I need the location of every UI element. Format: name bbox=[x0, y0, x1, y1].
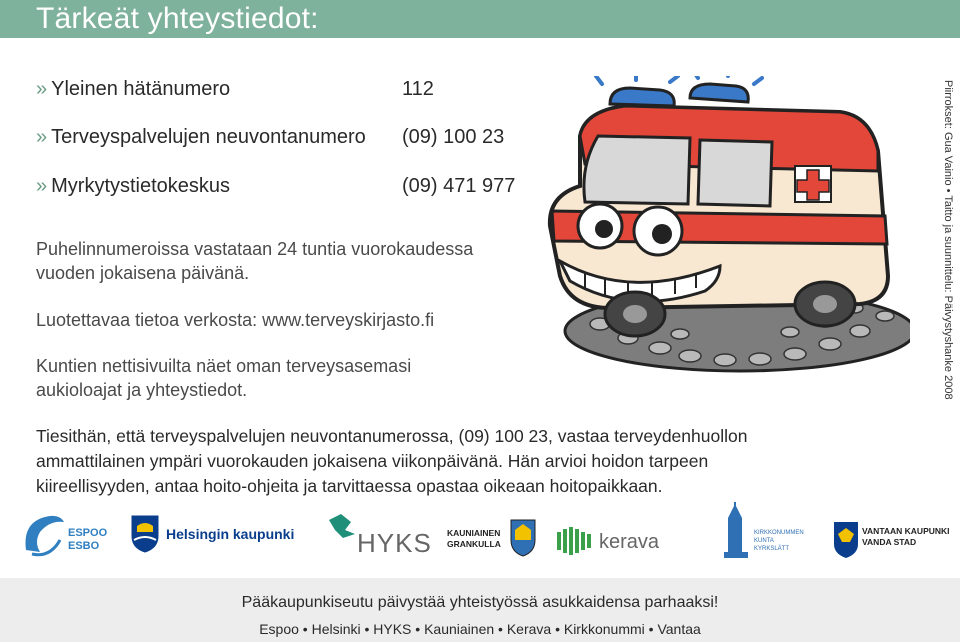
kirkkonummi-name: KIRKKONUMMEN bbox=[754, 530, 804, 536]
bullet-marker: » bbox=[36, 78, 48, 100]
footer bbox=[0, 578, 960, 642]
ambulance-illustration bbox=[540, 76, 910, 386]
text-line: aukioloajat ja yhteystiedot. bbox=[36, 380, 248, 400]
grankulla-name: GRANKULLA bbox=[447, 539, 501, 549]
contact-number: (09) 471 977 bbox=[402, 175, 516, 197]
red-cross-icon bbox=[795, 166, 831, 202]
bullet-marker: » bbox=[36, 126, 48, 148]
text-line: Kuntien nettisivuilta näet oman terveysasemasi bbox=[36, 356, 412, 376]
contact-poison-info bbox=[36, 175, 516, 198]
text-line: vuoden jokaisena päivänä. bbox=[36, 263, 250, 283]
reliable-info-paragraph bbox=[36, 308, 434, 332]
text-line: ammattilainen ympäri vuorokauden jokaisena viikonpäivänä. Hän arvioi hoidon tarpeen bbox=[36, 451, 709, 471]
vantaa-name: VANTAAN KAUPUNKI bbox=[862, 526, 950, 536]
kyrkslatt-name: KYRKSLÄTT bbox=[754, 546, 790, 552]
side-credit: Piirrokset: Gua Vainio • Taitto ja suunnittelu: Päivystyshanke 2008 bbox=[942, 80, 954, 400]
contact-number: (09) 100 23 bbox=[402, 126, 505, 148]
esbo-name: ESBO bbox=[68, 540, 100, 552]
page-title: Tärkeät yhteystiedot: bbox=[36, 2, 319, 35]
advice-info-paragraph bbox=[36, 424, 826, 499]
footer-slogan: Pääkaupunkiseutu päivystää yhteistyössä asukkaidensa parhaaksi! bbox=[241, 594, 719, 611]
hyks-logo bbox=[325, 510, 435, 558]
helsinki-logo bbox=[128, 512, 308, 554]
hyks-name: HYKS bbox=[357, 528, 432, 558]
kerava-name: kerava bbox=[599, 531, 660, 553]
contact-number: 112 bbox=[402, 78, 434, 100]
contact-health-advice bbox=[36, 126, 505, 149]
vantaa-logo bbox=[832, 520, 957, 560]
contact-label: Myrkytystietokeskus bbox=[51, 175, 231, 197]
contact-emergency bbox=[36, 78, 434, 101]
helsinki-name: Helsingin kaupunki bbox=[166, 526, 295, 542]
kerava-logo bbox=[555, 524, 695, 558]
vanda-name: VANDA STAD bbox=[862, 537, 917, 547]
footer-partners: Espoo • Helsinki • HYKS • Kauniainen • Kerava • Kirkkonummi • Vantaa bbox=[259, 621, 701, 637]
espoo-name: ESPOO bbox=[68, 527, 108, 539]
beacon-light-icon bbox=[596, 76, 762, 106]
hours-paragraph bbox=[36, 237, 473, 285]
kirkkonummi-kunta: KUNTA bbox=[754, 538, 774, 544]
espoo-logo bbox=[20, 510, 115, 560]
partner-logos bbox=[0, 500, 960, 570]
kauniainen-logo bbox=[445, 514, 545, 560]
kirkkonummi-logo bbox=[722, 500, 832, 562]
text-line: kiireellisyyden, antaa hoito-ohjeita ja tarvittaessa opastaa oikeaan hoitopaikkaan. bbox=[36, 476, 663, 496]
text-line: Luotettavaa tietoa verkosta: www.terveyskirjasto.fi bbox=[36, 310, 435, 330]
bullet-marker: » bbox=[36, 175, 48, 197]
municipal-paragraph bbox=[36, 354, 411, 402]
kauniainen-name: KAUNIAINEN bbox=[447, 528, 501, 538]
contact-label: Yleinen hätänumero bbox=[51, 78, 231, 100]
header-bar bbox=[0, 0, 960, 38]
text-line: Tiesithän, että terveyspalvelujen neuvontanumerossa, (09) 100 23, vastaa terveydenhuollon bbox=[36, 426, 748, 446]
contact-label: Terveyspalvelujen neuvontanumero bbox=[51, 126, 366, 148]
text-line: Puhelinnumeroissa vastataan 24 tuntia vuorokaudessa bbox=[36, 239, 474, 259]
